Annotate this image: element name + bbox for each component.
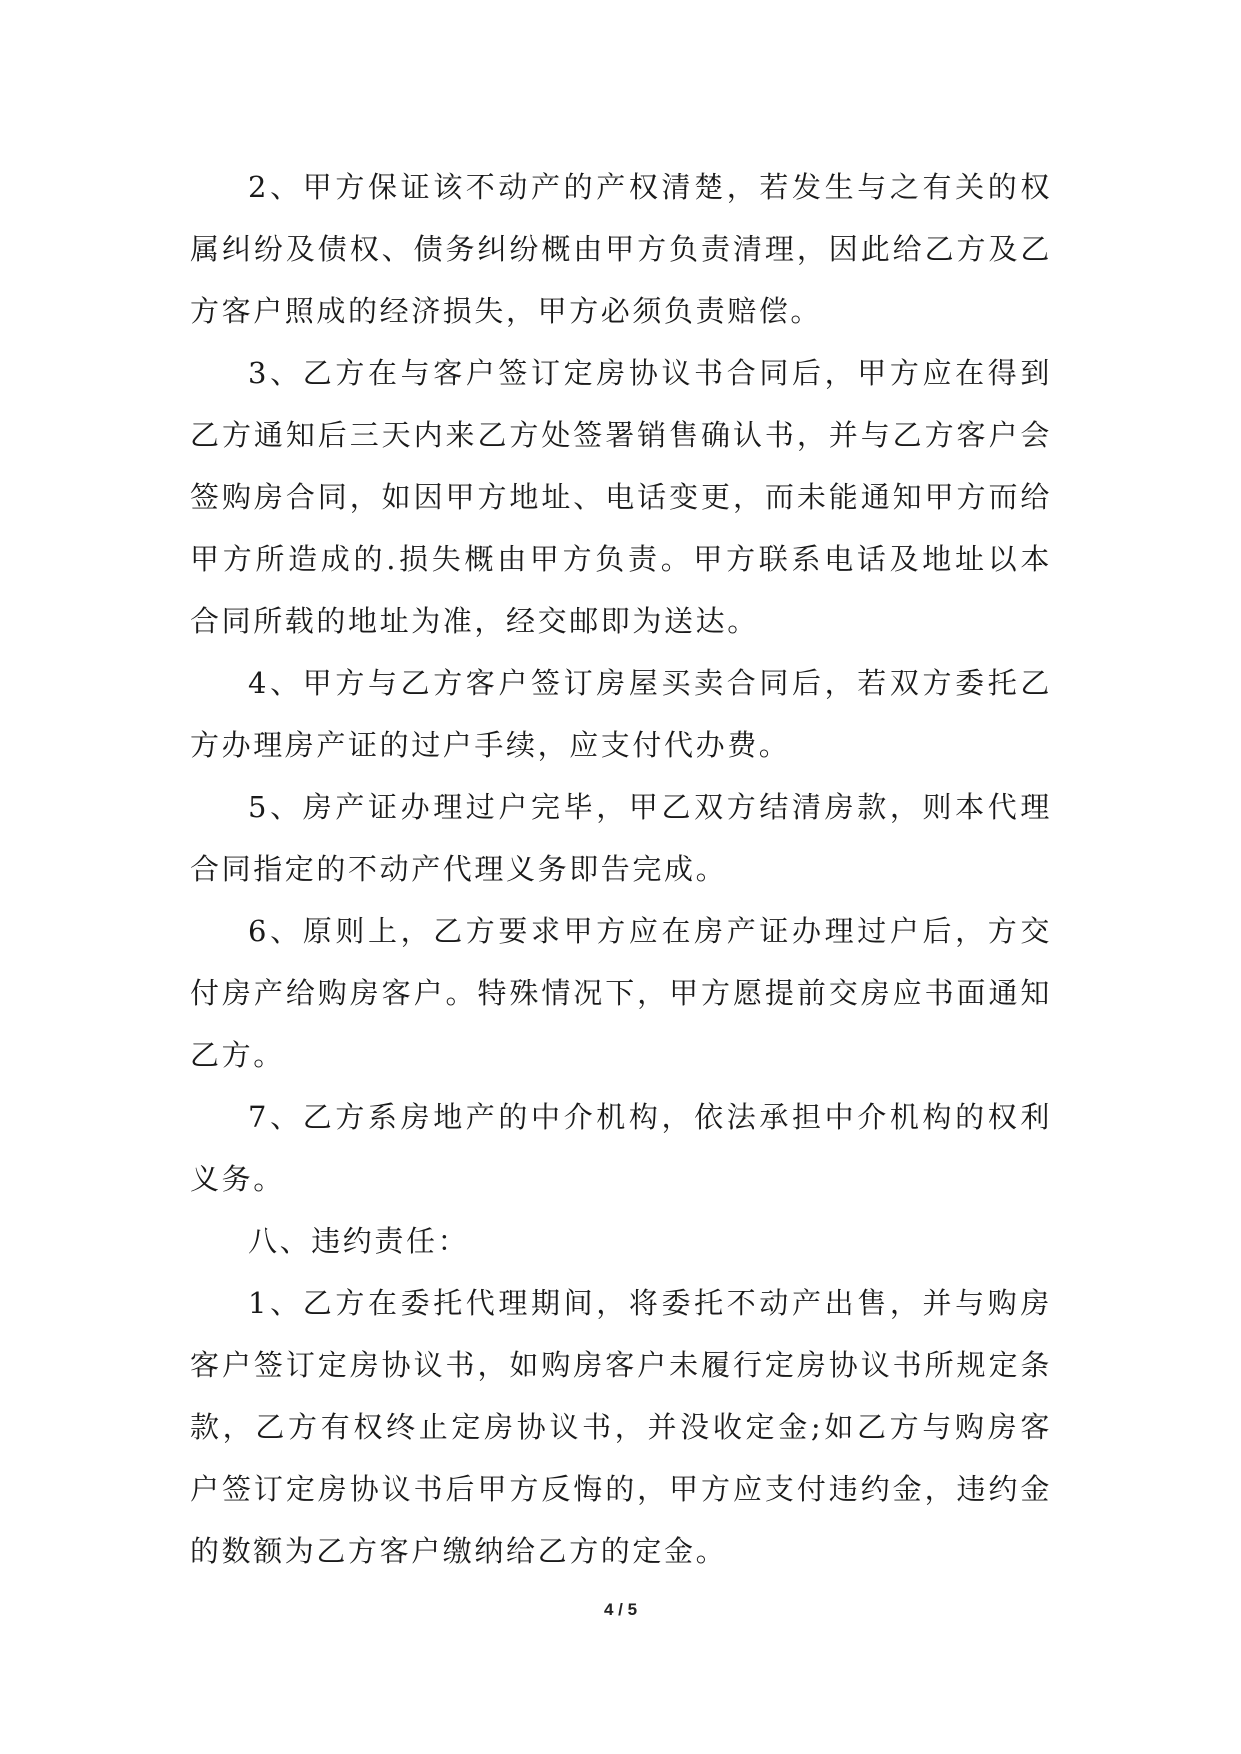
- clause-7-agent-obligations: 7、乙方系房地产的中介机构，依法承担中介机构的权利义务。: [190, 1100, 1052, 1196]
- clause-5-completion: 5、房产证办理过户完毕，甲乙双方结清房款，则本代理合同指定的不动产代理义务即告完成。: [190, 790, 1052, 886]
- section-heading-breach-liability: 八、违约责任：: [248, 1224, 470, 1258]
- document-body: [190, 156, 1052, 1582]
- clause-2-seller-guarantee: 2、甲方保证该不动产的产权清楚，若发生与之有关的权属纠纷及债权、债务纠纷概由甲方负责清理，因此给乙方及乙方客户照成的经济损失，甲方必须负责赔偿。: [190, 170, 1052, 328]
- clause-6-handover: 6、原则上，乙方要求甲方应在房产证办理过户后，方交付房产给购房客户。特殊情况下，甲方愿提前交房应书面通知乙方。: [190, 914, 1052, 1072]
- clause-4-transfer-fee: 4、甲方与乙方客户签订房屋买卖合同后，若双方委托乙方办理房产证的过户手续，应支付代办费。: [190, 666, 1052, 762]
- clause-3-signing-procedure: 3、乙方在与客户签订定房协议书合同后，甲方应在得到乙方通知后三天内来乙方处签署销售确认书，并与乙方客户会签购房合同，如因甲方地址、电话变更，而未能通知甲方而给甲方所造成的.损失概由甲方负责。甲方联系电话及地址以本合同所载的地址为准，经交邮即为送达。: [190, 356, 1052, 638]
- page-number: 4 / 5: [603, 1600, 638, 1619]
- breach-clause-1-deposit: 1、乙方在委托代理期间，将委托不动产出售，并与购房客户签订定房协议书，如购房客户未履行定房协议书所规定条款，乙方有权终止定房协议书，并没收定金;如乙方与购房客户签订定房协议书后甲方反悔的，甲方应支付违约金，违约金的数额为乙方客户缴纳给乙方的定金。: [190, 1286, 1052, 1568]
